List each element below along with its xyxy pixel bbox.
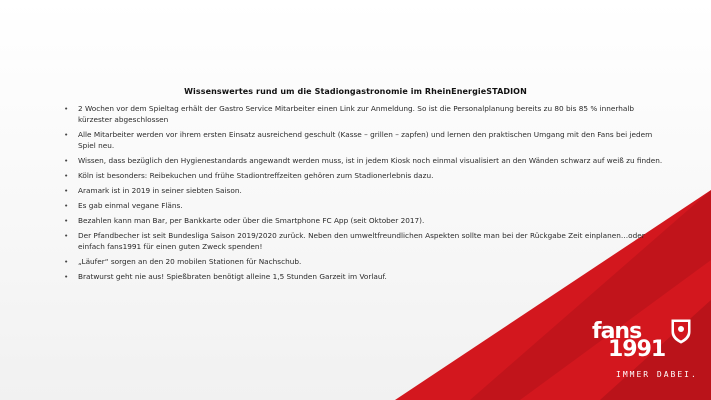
logo-tagline: IMMER DABEI. (616, 370, 698, 379)
bullet-item: • Es gab einmal vegane Fläns. (64, 200, 664, 211)
bullet-item: • Alle Mitarbeiter werden vor ihrem ersten Einsatz ausreichend geschult (Kasse – grillen – zapfen) und lernen den praktischen Umgang mit den Fans bei jedem Spiel neu. (64, 129, 664, 151)
bullet-item: • Bratwurst geht nie aus! Spießbraten benötigt alleine 1,5 Stunden Garzeit im Vorlauf. (64, 271, 664, 282)
club-crest-icon (670, 318, 692, 344)
bullet-list (64, 103, 664, 286)
bullet-item: • Der Pfandbecher ist seit Bundesliga Saison 2019/2020 zurück. Neben den umweltfreundlichen Aspekten sollte man bei der Rückgabe Zeit einplanen…oder einfach fans1991 für einen guten Zweck spenden! (64, 230, 664, 252)
slide-title: Wissenswertes rund um die Stadiongastronomie im RheinEnergieSTADION (184, 87, 527, 96)
logo-main-text: fans (592, 319, 642, 344)
logo-year-text: 1991 (608, 337, 666, 362)
fans1991-logo (590, 318, 705, 393)
bullet-item: • Köln ist besonders: Reibekuchen und frühe Stadiontreffzeiten gehören zum Stadionerlebnis dazu. (64, 170, 664, 181)
bullet-item: • Bezahlen kann man Bar, per Bankkarte oder über die Smartphone FC App (seit Oktober 2017). (64, 215, 664, 226)
bullet-item: • Wissen, dass bezüglich den Hygienestandards angewandt werden muss, ist in jedem Kiosk noch einmal visualisiert an den Wänden schwarz auf weiß zu finden. (64, 155, 664, 166)
bullet-item: • „Läufer“ sorgen an den 20 mobilen Stationen für Nachschub. (64, 256, 664, 267)
bullet-item: • 2 Wochen vor dem Spieltag erhält der Gastro Service Mitarbeiter einen Link zur Anmeldung. So ist die Personalplanung bereits zu 80 bis 85 % innerhalb kürzester abgeschlossen (64, 103, 664, 125)
bullet-item: • Aramark ist in 2019 in seiner siebten Saison. (64, 185, 664, 196)
